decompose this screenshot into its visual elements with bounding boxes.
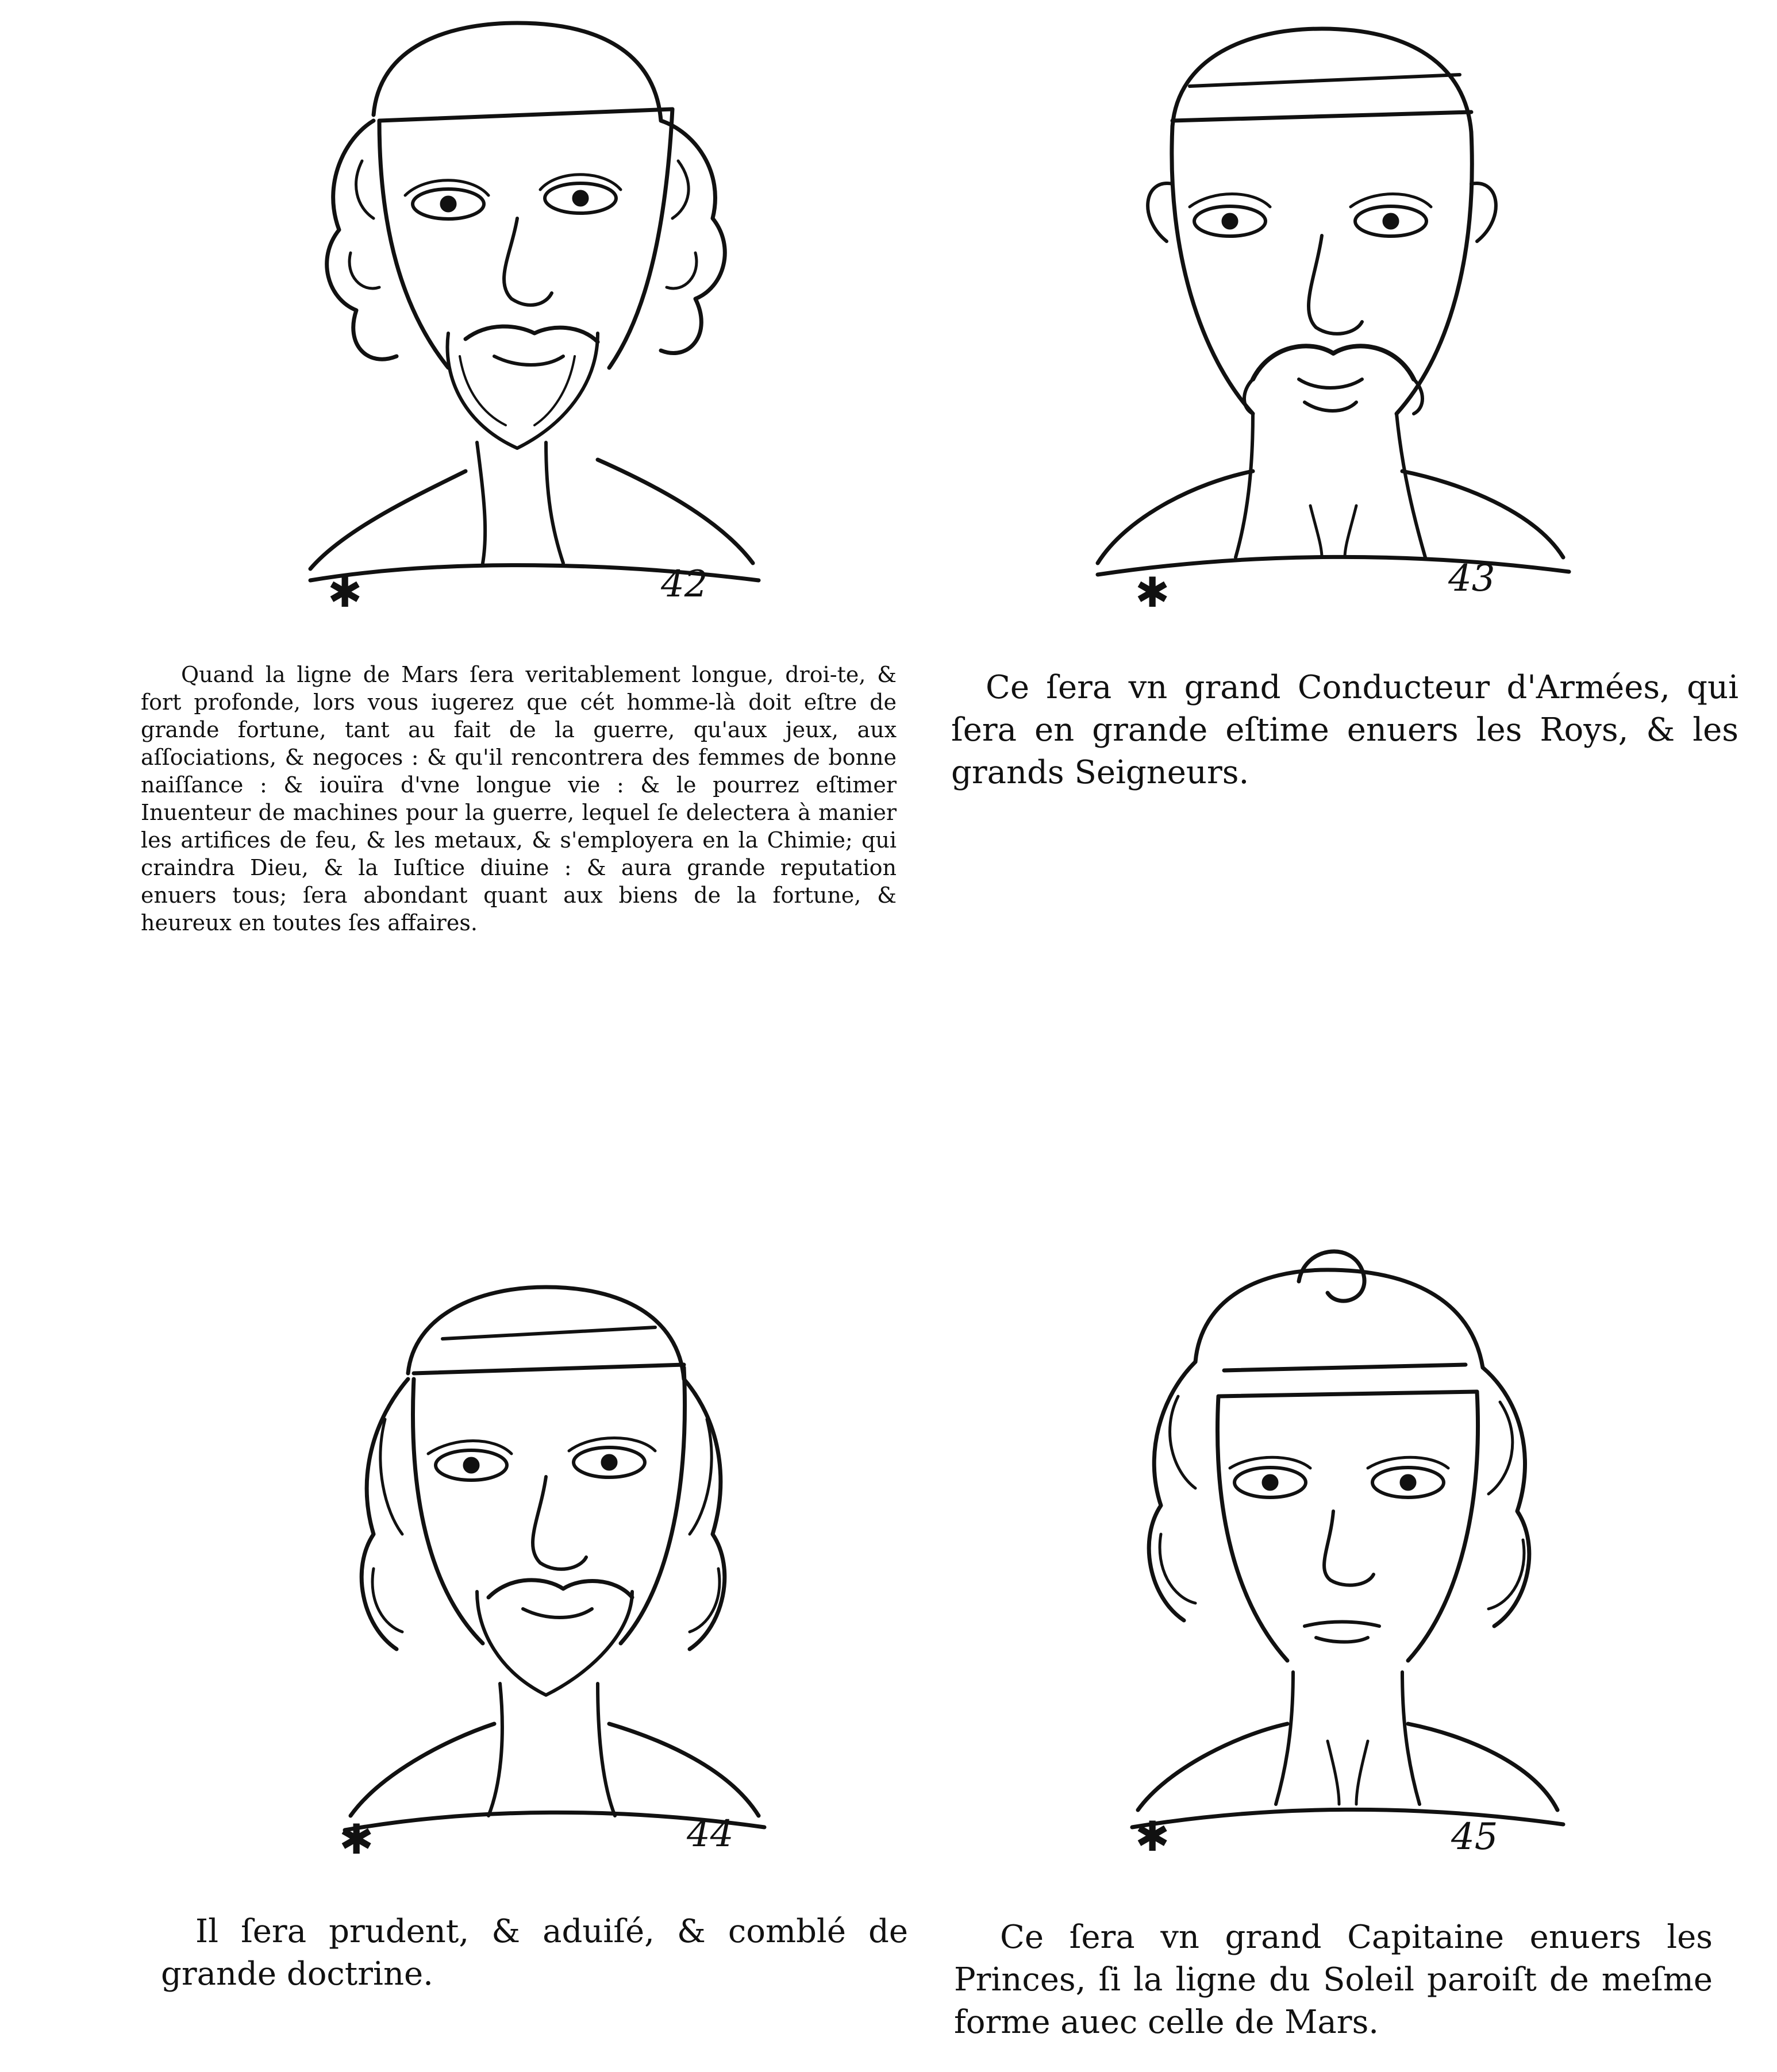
caption-figure-44 (161, 1911, 908, 1996)
figure-42-asterisk-marker: ✱ (328, 568, 363, 617)
figure-45-young-curly-head (1109, 1235, 1580, 1850)
caption-figure-45 (954, 1916, 1713, 2044)
figure-42-number: 42 (661, 563, 708, 606)
figure-43-moustached-head (1080, 11, 1598, 598)
figure-43-asterisk-marker: ✱ (1135, 568, 1170, 617)
figure-44-number: 44 (687, 1813, 734, 1855)
caption-45-text: Ce ſera vn grand Capitaine enuers les Princes, ſi la ligne du Soleil paroiſt de meſme forme auec celle de Mars. (954, 1919, 1713, 2041)
caption-43-text: Ce ſera vn grand Conducteur d'Armées, qui ſera en grande eſtime enuers les Roys, & les grands Seigneurs. (951, 669, 1738, 791)
figure-44-bearded-head (310, 1270, 782, 1850)
caption-figure-43 (951, 667, 1738, 794)
figure-43-number: 43 (1448, 557, 1495, 600)
caption-figure-42 (141, 661, 897, 937)
figure-45-number: 45 (1451, 1816, 1498, 1858)
caption-42-text: Quand la ligne de Mars ſera veritablement longue, droi-te, & fort profonde, lors vous iugerez que cét homme-là doit eſtre de grande fortune, tant au fait de la guerre, qu'aux jeux, aux aſſociations, & negoces : & qu'il rencontrera des femmes de bonne naiſſance : & iouïra d'vne longue vie : & le pourrez eſtimer Inuenteur de machines pour la guerre, lequel ſe delectera à manier les artifices de feu, & les metaux, & s'employera en la Chimie; qui craindra Dieu, & la Iuſtice diuine : & aura grande reputation enuers tous; ſera abondant quant aux biens de la fortune, & heureux en toutes ſes affaires. (141, 662, 897, 935)
figure-45-asterisk-marker: ✱ (1135, 1812, 1170, 1861)
figure-44-asterisk-marker: ✱ (339, 1815, 374, 1863)
figure-42-bearded-head (276, 11, 793, 598)
caption-44-text: Il ſera prudent, & aduiſé, & comblé de grande doctrine. (161, 1913, 908, 1993)
